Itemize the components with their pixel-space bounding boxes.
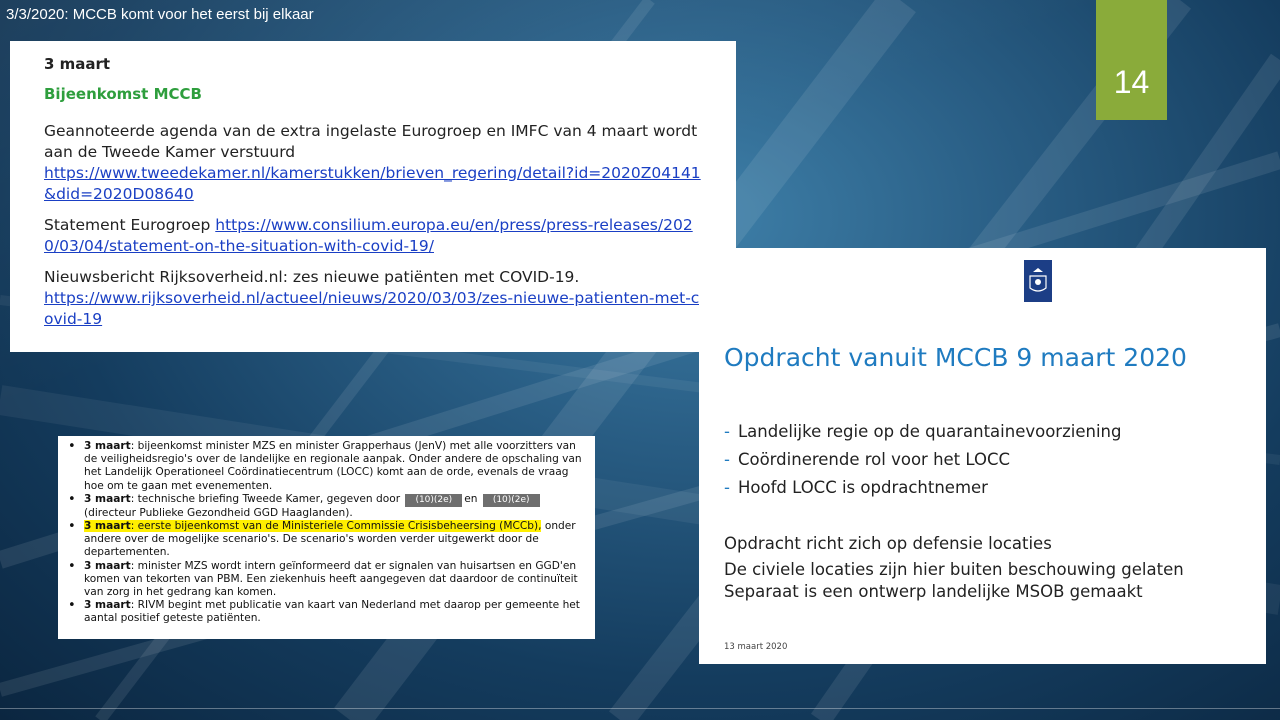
redaction-box: (10)(2e) [405, 494, 462, 507]
tweedekamer-link[interactable]: https://www.tweedekamer.nl/kamerstukken/brieven_regering/detail?id=2020Z04141&did=2020D08640 [44, 164, 701, 203]
page-number-badge [1096, 0, 1167, 120]
bullet-text: Hoofd LOCC is opdrachtnemer [737, 478, 988, 497]
item-date: 3 maart [84, 492, 131, 505]
timeline-list [66, 440, 587, 626]
excerpt-date: 3 maart [44, 55, 111, 73]
list-item [66, 560, 587, 600]
item-date: 3 maart [84, 559, 131, 572]
excerpt-paragraph-news [44, 267, 702, 330]
consilium-link[interactable]: https://www.consilium.europa.eu/en/press/press-releases/2020/03/04/statement-on-the-situation-with-covid-19/ [44, 216, 693, 255]
paragraph-civiele: De civiele locaties zijn hier buiten beschouwing gelaten [724, 560, 1184, 579]
item-text: (directeur Publieke Gezondheid GGD Haaglanden). [84, 506, 353, 519]
item-date: 3 maart [84, 440, 131, 452]
paragraph-defensie: Opdracht richt zich op defensie locaties [724, 534, 1052, 553]
dash-bullet: - [724, 422, 730, 441]
bullet-text: Landelijke regie op de quarantainevoorziening [737, 422, 1122, 441]
item-date: 3 maart [84, 520, 131, 533]
list-item [66, 520, 587, 560]
paragraph-msob: Separaat is een ontwerp landelijke MSOB gemaakt [724, 582, 1143, 601]
divider-line [0, 708, 1280, 709]
list-item [66, 599, 587, 625]
page-number: 14 [1113, 63, 1150, 100]
slide-title: 3/3/2020: MCCB komt voor het eerst bij elkaar [6, 6, 314, 23]
item-date: 3 maart [84, 599, 131, 612]
highlighted-text [84, 520, 541, 532]
agenda-excerpt-image [10, 41, 736, 352]
slide-excerpt-date: 13 maart 2020 [724, 642, 788, 652]
excerpt-paragraph-statement [44, 215, 702, 257]
assignment-list [724, 422, 1121, 506]
rijksoverheid-link[interactable]: https://www.rijksoverheid.nl/actueel/nieuws/2020/03/03/zes-nieuwe-patienten-met-covid-19 [44, 289, 700, 328]
list-item [724, 422, 1121, 450]
item-text: : technische briefing Tweede Kamer, gegeven door [130, 492, 401, 505]
slide-excerpt-title: Opdracht vanuit MCCB 9 maart 2020 [724, 343, 1187, 372]
redaction-box: (10)(2e) [483, 494, 540, 507]
rijksoverheid-logo-icon [1024, 260, 1052, 302]
list-item [724, 450, 1121, 478]
bullet-text: Coördinerende rol voor het LOCC [737, 450, 1011, 469]
item-text: : bijeenkomst minister MZS en minister Grapperhaus (JenV) met alle voorzitters van de veiligheidsregio's over de landelijke en regionale aanpak. Onder andere de opschaling van het Landelijk Operationeel Coördinatiecentrum (LOCC) komt aan de orde, evenals de vraag hoe om te gaan met evenementen. [84, 440, 582, 492]
dash-bullet: - [724, 478, 730, 497]
timeline-excerpt-image [58, 436, 595, 639]
dash-bullet: - [724, 450, 730, 469]
item-text: en [464, 492, 478, 505]
excerpt-paragraph-agenda [44, 121, 702, 205]
statement-text: Statement Eurogroep [44, 216, 216, 234]
news-text: Nieuwsbericht Rijksoverheid.nl: zes nieuwe patiënten met COVID-19. [44, 268, 580, 286]
list-item [66, 440, 587, 493]
excerpt-heading: Bijeenkomst MCCB [44, 85, 202, 103]
item-highlight: : eerste bijeenkomst van de Ministeriele Commissie Crisisbeheersing (MCCb), [130, 520, 542, 533]
item-text: : minister MZS wordt intern geïnformeerd dat er signalen van huisartsen en GGD'en komen van tekorten van PBM. Een ziekenhuis heeft aangegeven dat daardoor de continuïteit van zorg in het gedrang kan komen. [84, 559, 578, 599]
mccb-slide-image [699, 248, 1266, 664]
list-item [724, 478, 1121, 506]
item-text: onder andere over de mogelijke scenario's. De scenario's worden verder uitgewerkt door de departementen. [84, 520, 576, 559]
agenda-text: Geannoteerde agenda van de extra ingelaste Eurogroep en IMFC van 4 maart wordt aan de Tweede Kamer verstuurd [44, 122, 698, 161]
item-text: : RIVM begint met publicatie van kaart van Nederland met daarop per gemeente het aantal positief geteste patiënten. [84, 599, 580, 625]
list-item [66, 493, 587, 520]
